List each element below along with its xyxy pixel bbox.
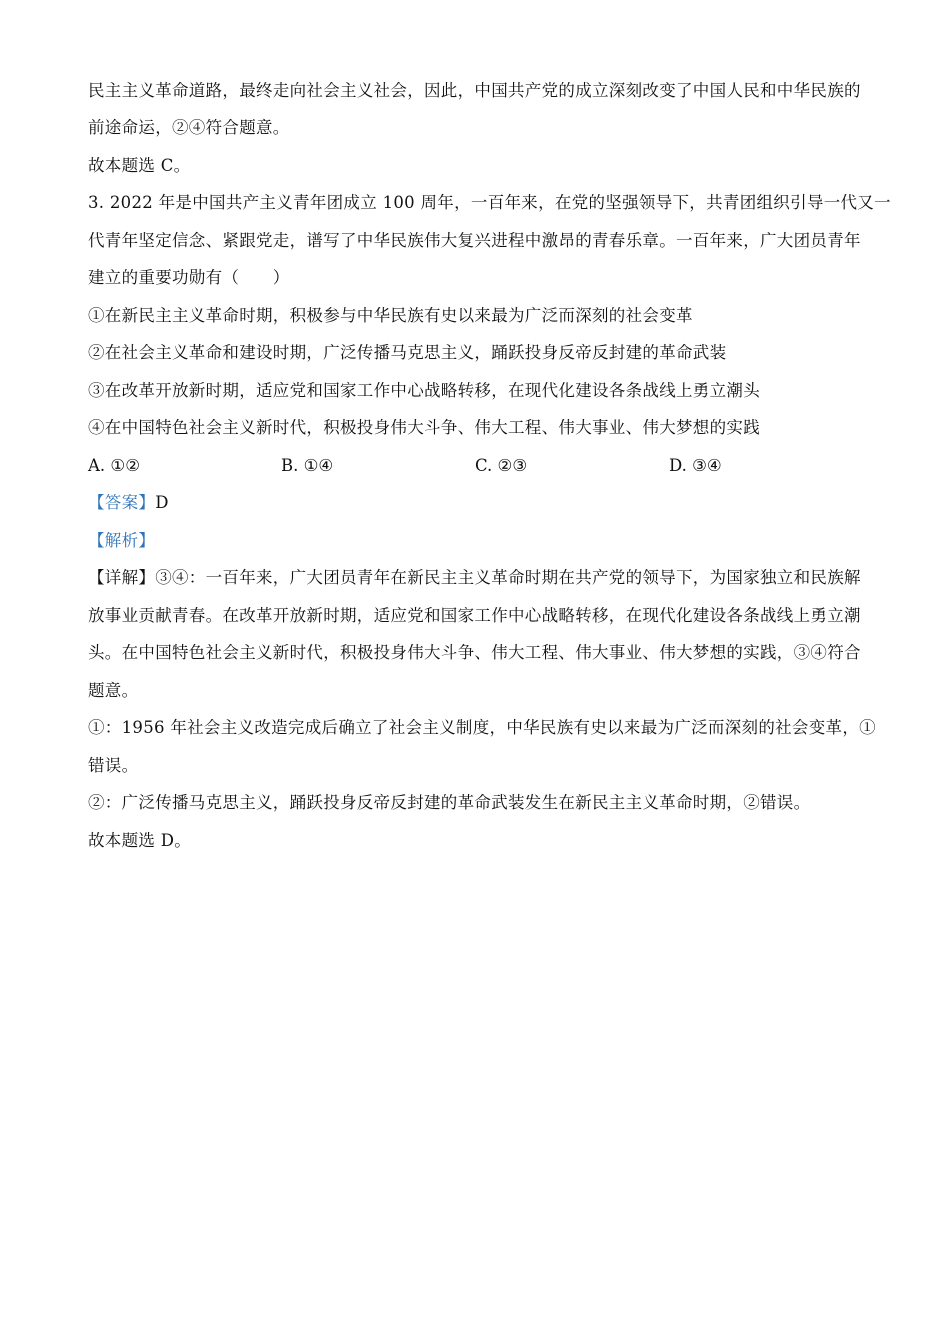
prev-explanation-line-2: 前途命运，②④符合题意。 xyxy=(88,118,290,137)
question-stem-line-3: 建立的重要功勋有（ ） xyxy=(88,268,290,287)
statement-3: ③在改革开放新时期，适应党和国家工作中心战略转移，在现代化建设各条战线上勇立潮头 xyxy=(88,381,760,400)
question-stem-line-1: 3. 2022 年是中国共产主义青年团成立 100 周年，一百年来，在党的坚强领导下，共青团组织引导一代又一 xyxy=(88,193,891,212)
question-stem-line-2: 代青年坚定信念、紧跟党走，谱写了中华民族伟大复兴进程中激昂的青春乐章。一百年来，广大团员青年 xyxy=(88,231,861,250)
answer-label: 【答案】 xyxy=(88,493,156,512)
detail-line-1 xyxy=(88,568,868,588)
option-d: D. ③④ xyxy=(669,456,722,475)
detail-line-4: 题意。 xyxy=(88,681,139,700)
detail-line-5: ①：1956 年社会主义改造完成后确立了社会主义制度，中华民族有史以来最为广泛而深刻的社会变革，① xyxy=(88,718,876,737)
prev-conclusion: 故本题选 C。 xyxy=(88,156,191,175)
detail-label: 【详解】 xyxy=(88,568,156,587)
analysis-label: 【解析】 xyxy=(88,531,156,550)
detail-line-1-text: ③④：一百年来，广大团员青年在新民主主义革命时期在共产党的领导下，为国家独立和民族解 xyxy=(155,568,861,587)
option-c: C. ②③ xyxy=(475,456,528,475)
prev-explanation-line-1: 民主主义革命道路，最终走向社会主义社会，因此，中国共产党的成立深刻改变了中国人民和中华民族的 xyxy=(88,81,861,100)
detail-line-2: 放事业贡献青春。在改革开放新时期，适应党和国家工作中心战略转移，在现代化建设各条战线上勇立潮 xyxy=(88,606,861,625)
detail-conclusion: 故本题选 D。 xyxy=(88,831,192,850)
statement-1: ①在新民主主义革命时期，积极参与中华民族有史以来最为广泛而深刻的社会变革 xyxy=(88,306,693,325)
analysis-row xyxy=(88,531,868,551)
answer-row xyxy=(88,493,868,513)
statement-4: ④在中国特色社会主义新时代，积极投身伟大斗争、伟大工程、伟大事业、伟大梦想的实践 xyxy=(88,418,760,437)
option-a: A. ①② xyxy=(88,456,140,475)
answer-value: D xyxy=(155,493,169,512)
detail-line-7: ②：广泛传播马克思主义，踊跃投身反帝反封建的革命武装发生在新民主主义革命时期，②错误。 xyxy=(88,793,811,812)
statement-2: ②在社会主义革命和建设时期，广泛传播马克思主义，踊跃投身反帝反封建的革命武装 xyxy=(88,343,727,362)
option-b: B. ①④ xyxy=(281,456,334,475)
detail-line-3: 头。在中国特色社会主义新时代，积极投身伟大斗争、伟大工程、伟大事业、伟大梦想的实践，③④符合 xyxy=(88,643,861,662)
detail-line-6: 错误。 xyxy=(88,756,139,775)
